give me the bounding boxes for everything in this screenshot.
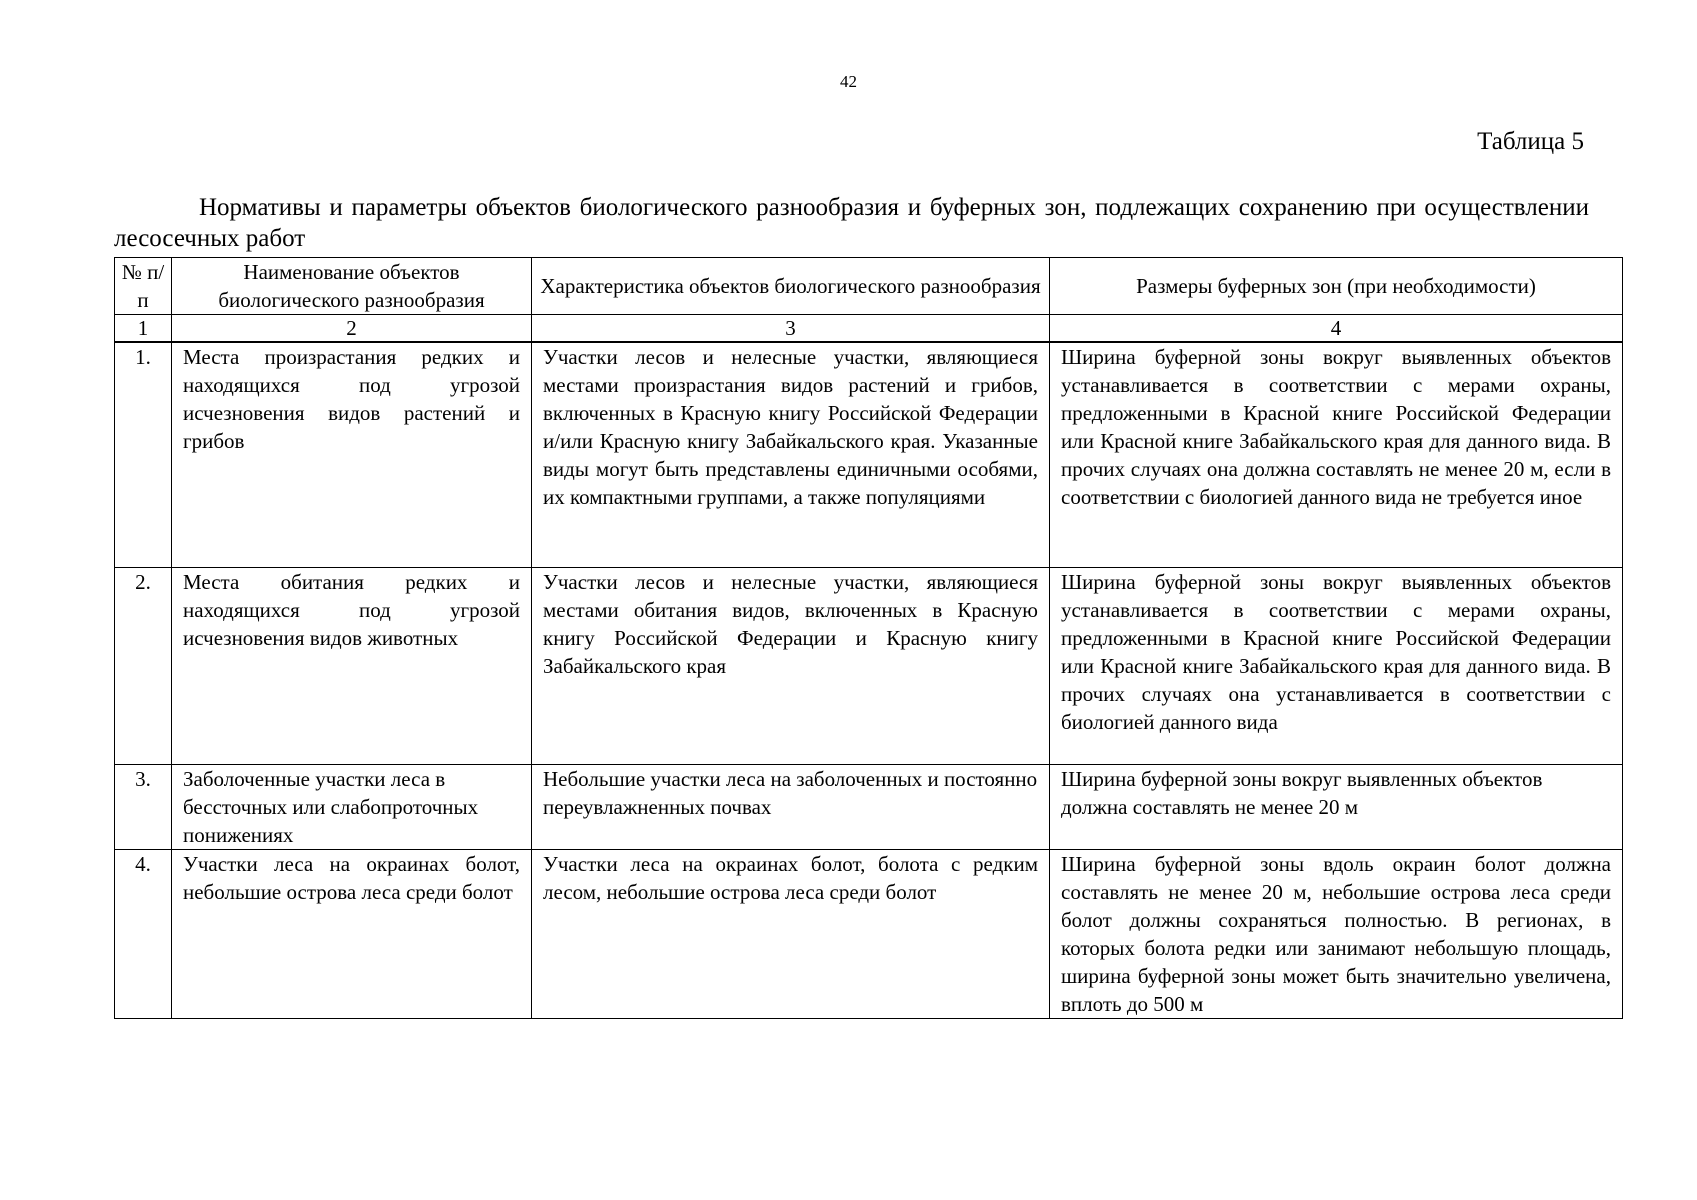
row-number: 3. xyxy=(115,764,172,849)
document-title: Нормативы и параметры объектов биологического разнообразия и буферных зон, подлежащих сохранению при осуществлении лесосечных работ xyxy=(114,194,1589,252)
object-characteristic: Участки леса на окраинах болот, болота с редким лесом, небольшие острова леса среди болот xyxy=(532,849,1050,1018)
table-body xyxy=(115,315,1623,1019)
table-label: Таблица 5 xyxy=(1477,128,1584,155)
object-characteristic: Участки лесов и нелесные участки, являющиеся местами обитания видов, включенных в Красную книгу Российской Федерации и Красную книгу Забайкальского края xyxy=(532,567,1050,764)
object-name: Места обитания редких и находящихся под угрозой исчезновения видов животных xyxy=(172,567,532,764)
object-name: Заболоченные участки леса в бессточных или слабопроточных понижениях xyxy=(172,764,532,849)
object-name: Участки леса на окраинах болот, небольшие острова леса среди болот xyxy=(172,849,532,1018)
column-number-row xyxy=(115,315,1623,343)
header-num: № п/п xyxy=(115,258,172,315)
column-number: 3 xyxy=(532,315,1050,343)
header-row xyxy=(115,258,1623,315)
page-number: 42 xyxy=(840,72,857,91)
column-number: 2 xyxy=(172,315,532,343)
column-number: 1 xyxy=(115,315,172,343)
buffer-zone-size: Ширина буферной зоны вокруг выявленных объектов должна составлять не менее 20 м xyxy=(1050,764,1623,849)
buffer-zone-size: Ширина буферной зоны вдоль окраин болот должна составлять не менее 20 м, небольшие острова леса среди болот должны сохраняться полностью. В регионах, в которых болота редки или занимают небольшую площадь, ширина буферной зоны может быть значительно увеличена, вплоть до 500 м xyxy=(1050,849,1623,1018)
row-number: 2. xyxy=(115,567,172,764)
row-number: 4. xyxy=(115,849,172,1018)
column-number: 4 xyxy=(1050,315,1623,343)
buffer-zone-size: Ширина буферной зоны вокруг выявленных объектов устанавливается в соответствии с мерами охраны, предложенными в Красной книге Российской Федерации или Красной книге Забайкальского края для данного вида. В прочих случаях она устанавливается в соответствии с биологией данного вида xyxy=(1050,567,1623,764)
table-row xyxy=(115,764,1623,849)
buffer-zone-size: Ширина буферной зоны вокруг выявленных объектов устанавливается в соответствии с мерами охраны, предложенными в Красной книге Российской Федерации или Красной книге Забайкальского края для данного вида. В прочих случаях она должна составлять не менее 20 м, если в соответствии с биологией данного вида не требуется иное xyxy=(1050,342,1623,567)
table-row xyxy=(115,342,1623,567)
table-row xyxy=(115,567,1623,764)
object-characteristic: Участки лесов и нелесные участки, являющиеся местами произрастания видов растений и грибов, включенных в Красную книгу Российской Федерации и/или Красную книгу Забайкальского края. Указанные виды могут быть представлены единичными особями, их компактными группами, а также популяциями xyxy=(532,342,1050,567)
biodiversity-table xyxy=(114,257,1623,1019)
table-header xyxy=(115,258,1623,315)
object-characteristic: Небольшие участки леса на заболоченных и постоянно переувлажненных почвах xyxy=(532,764,1050,849)
header-buffer: Размеры буферных зон (при необходимости) xyxy=(1050,258,1623,315)
row-number: 1. xyxy=(115,342,172,567)
header-name: Наименование объектов биологического разнообразия xyxy=(172,258,532,315)
table-row xyxy=(115,849,1623,1018)
object-name: Места произрастания редких и находящихся под угрозой исчезновения видов растений и грибов xyxy=(172,342,532,567)
header-characteristic: Характеристика объектов биологического разнообразия xyxy=(532,258,1050,315)
